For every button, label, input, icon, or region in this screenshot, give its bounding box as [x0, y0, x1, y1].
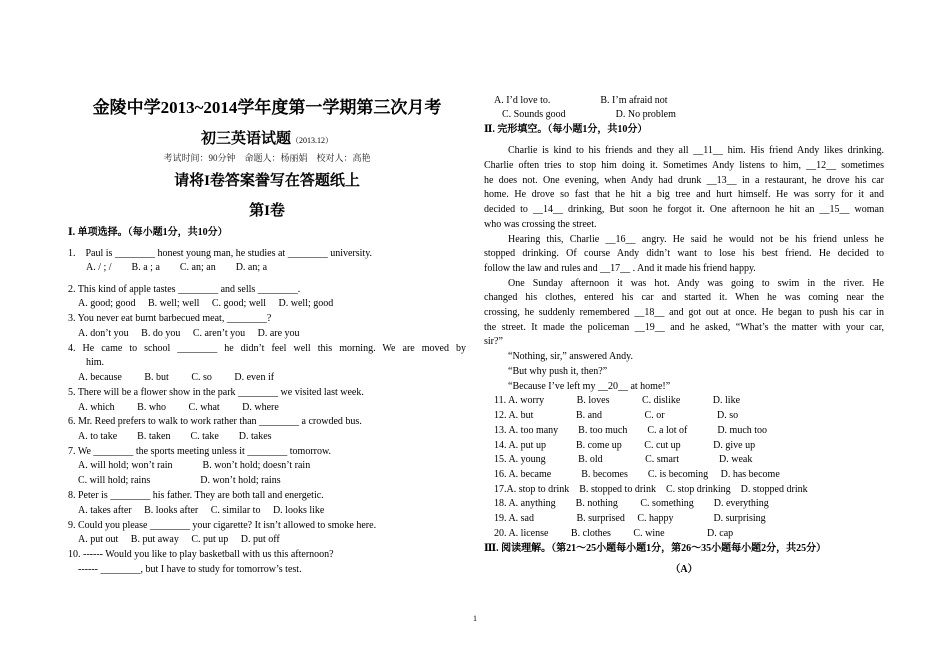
- question-6-options: A. to take B. taken C. take D. takes: [78, 431, 272, 442]
- question-1: 1. Paul is ________ honest young man, he studies at ________ university.: [68, 248, 373, 259]
- question-2-options: A. good; good B. well; well C. good; well D. well; good: [78, 298, 334, 309]
- cloze-option-row: 16. A. became B. becomes C. is becoming D. has become: [494, 469, 780, 480]
- question-3: 3. You never eat burnt barbecued meat, ________?: [68, 313, 272, 324]
- answer-notice: 请将I卷答案誊写在答题纸上: [174, 173, 360, 189]
- question-4-continued: him.: [86, 357, 105, 368]
- cloze-line: follow the law and rules and __17__ . And it made his friend happy.: [484, 263, 756, 274]
- cloze-line: home. He drove so fast that he hit a big tree and hurt himself. He was sorry for it and: [484, 189, 884, 200]
- question-10-options-b: C. Sounds good D. No problem: [502, 109, 676, 120]
- cloze-line: sir?”: [484, 336, 503, 347]
- dialog-line: “But why push it, then?”: [508, 366, 608, 377]
- question-8-options: A. takes after B. looks after C. similar to D. looks like: [78, 505, 325, 516]
- cloze-option-row: 20. A. license B. clothes C. wine D. cap: [494, 528, 734, 539]
- cloze-option-row: 15. A. young B. old C. smart D. weak: [494, 454, 753, 465]
- cloze-line: Hearing this, Charlie __16__ angry. He said he would not be his friend unless he: [508, 234, 884, 245]
- cloze-option-row: 11. A. worry B. loves C. dislike D. like: [494, 395, 741, 406]
- question-9-options: A. put out B. put away C. put up D. put off: [78, 534, 280, 545]
- cloze-line: changed his clothes, entered his car and started it. When he was coming near the: [484, 292, 884, 303]
- dialog-line: “Nothing, sir,” answered Andy.: [508, 351, 634, 362]
- question-4-options: A. because B. but C. so D. even if: [78, 372, 275, 383]
- question-7: 7. We ________ the sports meeting unless it ________ tomorrow.: [68, 446, 332, 457]
- cloze-option-row: 12. A. but B. and C. or D. so: [494, 410, 739, 421]
- cloze-line: decided to __14__ drinking, But soon he forgot it. One afternoon he hit an __15__ woman: [484, 204, 884, 215]
- question-7-options-a: A. will hold; won’t rain B. won’t hold; doesn’t rain: [78, 460, 311, 471]
- cloze-line: stopped drinking. Of course Andy didn’t want to lose his best friend. He decided to: [484, 248, 884, 259]
- question-7-options-b: C. will hold; rains D. won’t hold; rains: [78, 475, 281, 486]
- subtitle-date: （2013.12）: [291, 136, 333, 145]
- section2-heading: Ⅱ. 完形填空。（每小题1分，共10分）: [484, 124, 648, 135]
- question-4: 4. He came to school ________ he didn’t feel well this morning. We are moved by: [68, 343, 466, 354]
- question-5-options: A. which B. who C. what D. where: [78, 402, 279, 413]
- question-1-options: A. / ; / B. a ; a C. an; an D. an; a: [86, 262, 268, 273]
- question-10-options-a: A. I’d love to. B. I’m afraid not: [494, 95, 668, 106]
- dialog-line: “Because I’ve left my __20__ at home!”: [508, 381, 671, 392]
- cloze-line: Charlie is kind to his friends and they all __11__ him. His friend Andy likes drinking.: [508, 145, 884, 156]
- page-number: 1: [473, 614, 477, 623]
- question-9: 9. Could you please ________ your cigarette? It isn’t allowed to smoke here.: [68, 520, 377, 531]
- cloze-line: One Sunday afternoon it was hot. Andy was going to swim in the river. He: [508, 278, 884, 289]
- cloze-option-row: 19. A. sad B. surprised C. happy D. surprising: [494, 513, 766, 524]
- cloze-line: he does not. One evening, when Andy had drunk __13__ in a restaurant, he drove his car: [484, 175, 884, 186]
- cloze-line: who was crossing the street.: [484, 219, 597, 230]
- question-10: 10. ------ Would you like to play basketball with us this afternoon?: [68, 549, 334, 560]
- exam-title: 金陵中学2013~2014学年度第一学期第三次月考: [92, 98, 442, 117]
- volume-heading: 第I卷: [249, 203, 285, 219]
- cloze-option-row: 13. A. too many B. too much C. a lot of D. much too: [494, 425, 768, 436]
- question-3-options: A. don’t you B. do you C. aren’t you D. are you: [78, 328, 300, 339]
- question-10-reply: ------ ________, but I have to study for tomorrow’s test.: [78, 564, 302, 575]
- cloze-line: Charlie often tries to stop him doing it. Sometimes Andy listens to him, __12__ sometimes: [484, 160, 884, 171]
- subtitle-text: 初三英语试题: [200, 131, 291, 147]
- cloze-option-row: 17.A. stop to drink B. stopped to drink C. stop drinking D. stopped drink: [494, 484, 808, 495]
- question-8: 8. Peter is ________ his father. They are both tall and energetic.: [68, 490, 324, 501]
- section1-heading: Ⅰ. 单项选择。（每小题1分，共10分）: [68, 227, 228, 238]
- cloze-line: crossing, he suddenly remembered __18__ and got out at once. He began to push his car in: [484, 307, 884, 318]
- part-a-heading: （A）: [670, 564, 698, 575]
- cloze-option-row: 14. A. put up B. come up C. cut up D. give up: [494, 440, 756, 451]
- question-2: 2. This kind of apple tastes ________ and sells ________.: [68, 284, 301, 295]
- cloze-line: the street. It made the policeman __19__ and he asked, “What’s the matter with your car,: [484, 322, 884, 333]
- exam-subtitle: [68, 130, 466, 150]
- exam-meta: 考试时间：90分钟 命题人：杨丽娟 校对人：高艳: [163, 153, 371, 163]
- question-6: 6. Mr. Reed prefers to walk to work rather than ________ a crowded bus.: [68, 416, 362, 427]
- section3-heading: Ⅲ. 阅读理解。（第21～25小题每小题1分，第26～35小题每小题2分，共25分）: [484, 543, 827, 554]
- question-5: 5. There will be a flower show in the park ________ we visited last week.: [68, 387, 364, 398]
- cloze-option-row: 18. A. anything B. nothing C. something D. everything: [494, 498, 769, 509]
